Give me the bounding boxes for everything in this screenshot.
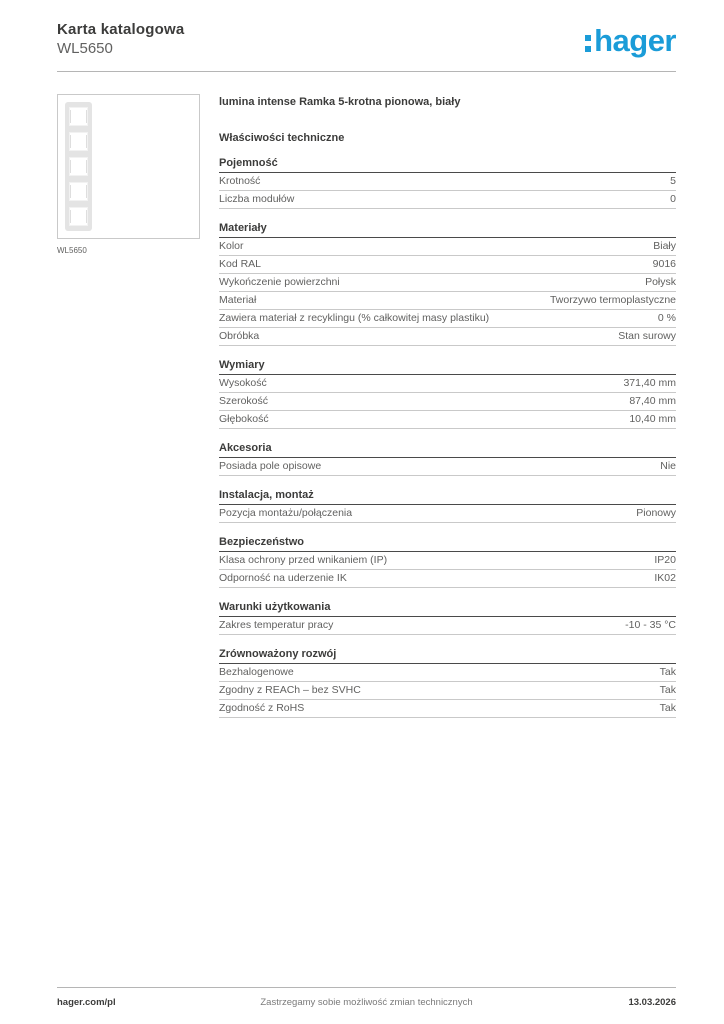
- spec-section: [219, 536, 676, 588]
- row-label: Pozycja montażu/połączenia: [219, 507, 353, 519]
- table-row: [219, 458, 676, 476]
- table-row: [219, 173, 676, 191]
- row-label: Głębokość: [219, 413, 269, 425]
- table-row: [219, 393, 676, 411]
- row-value: Nie: [660, 460, 676, 472]
- spec-section: [219, 442, 676, 476]
- section-title: Instalacja, montaż: [219, 489, 676, 505]
- logo-colon-icon: [585, 35, 591, 52]
- row-label: Szerokość: [219, 395, 269, 407]
- row-value: Biały: [653, 240, 676, 252]
- spec-section: [219, 157, 676, 209]
- section-rows: [219, 617, 676, 635]
- section-title: Bezpieczeństwo: [219, 536, 676, 552]
- frame-opening: [69, 132, 88, 151]
- section-title: Pojemność: [219, 157, 676, 173]
- product-image-column: [57, 94, 200, 718]
- row-value: IP20: [654, 554, 676, 566]
- footer-disclaimer: Zastrzegamy sobie możliwość zmian technicznych: [260, 997, 473, 1008]
- table-row: [219, 682, 676, 700]
- row-label: Materiał: [219, 294, 257, 306]
- table-row: [219, 238, 676, 256]
- header-titles: [57, 21, 184, 58]
- row-label: Posiada pole opisowe: [219, 460, 322, 472]
- row-value: Tak: [659, 684, 676, 696]
- row-label: Klasa ochrony przed wnikaniem (IP): [219, 554, 388, 566]
- row-value: 10,40 mm: [629, 413, 676, 425]
- section-rows: [219, 505, 676, 523]
- spec-section: [219, 359, 676, 429]
- row-value: Połysk: [645, 276, 676, 288]
- section-title: Warunki użytkowania: [219, 601, 676, 617]
- row-label: Bezhalogenowe: [219, 666, 294, 678]
- row-label: Wysokość: [219, 377, 267, 389]
- table-row: [219, 552, 676, 570]
- table-row: [219, 664, 676, 682]
- section-title: Wymiary: [219, 359, 676, 375]
- table-row: [219, 191, 676, 209]
- row-label: Liczba modułów: [219, 193, 295, 205]
- row-value: 371,40 mm: [623, 377, 676, 389]
- frame-opening: [69, 182, 88, 201]
- row-value: Pionowy: [636, 507, 676, 519]
- table-row: [219, 411, 676, 429]
- section-title: Akcesoria: [219, 442, 676, 458]
- row-label: Odporność na uderzenie IK: [219, 572, 347, 584]
- row-label: Kod RAL: [219, 258, 262, 270]
- table-row: [219, 617, 676, 635]
- row-value: IK02: [654, 572, 676, 584]
- section-title: Zrównoważony rozwój: [219, 648, 676, 664]
- table-row: [219, 700, 676, 718]
- section-rows: [219, 375, 676, 429]
- header-divider: [57, 71, 676, 72]
- spec-section: [219, 648, 676, 718]
- page-header: [57, 21, 676, 58]
- hager-logo: [585, 25, 676, 56]
- frame-opening: [69, 107, 88, 126]
- product-title: lumina intense Ramka 5-krotna pionowa, biały: [219, 96, 461, 108]
- spec-section: [219, 222, 676, 346]
- main-content: [57, 94, 676, 718]
- row-value: 5: [670, 175, 676, 187]
- row-label: Zawiera materiał z recyklingu (% całkowitej masy plastiku): [219, 312, 490, 324]
- row-label: Krotność: [219, 175, 261, 187]
- frame-graphic: [65, 102, 92, 231]
- row-value: Stan surowy: [618, 330, 676, 342]
- section-rows: [219, 664, 676, 718]
- spec-section: [219, 601, 676, 635]
- table-row: [219, 375, 676, 393]
- table-row: [219, 505, 676, 523]
- row-value: 87,40 mm: [629, 395, 676, 407]
- row-value: -10 - 35 °C: [625, 619, 676, 631]
- table-row: [219, 256, 676, 274]
- logo-text: hager: [594, 23, 676, 58]
- product-code: WL5650: [57, 40, 113, 57]
- table-row: [219, 570, 676, 588]
- row-value: Tak: [659, 666, 676, 678]
- spec-sections: [219, 157, 676, 718]
- row-label: Zakres temperatur pracy: [219, 619, 334, 631]
- section-rows: [219, 173, 676, 209]
- table-row: [219, 328, 676, 346]
- row-value: 0: [670, 193, 676, 205]
- specs-column: [219, 94, 676, 718]
- frame-opening: [69, 207, 88, 226]
- row-label: Kolor: [219, 240, 244, 252]
- footer-date: 13.03.2026: [628, 997, 676, 1008]
- section-rows: [219, 458, 676, 476]
- table-row: [219, 292, 676, 310]
- table-row: [219, 274, 676, 292]
- frame-opening: [69, 157, 88, 176]
- spec-section: [219, 489, 676, 523]
- section-title: Materiały: [219, 222, 676, 238]
- row-label: Zgodny z REACh – bez SVHC: [219, 684, 361, 696]
- row-value: 9016: [652, 258, 676, 270]
- table-row: [219, 310, 676, 328]
- section-rows: [219, 238, 676, 346]
- row-value: 0 %: [657, 312, 676, 324]
- row-value: Tworzywo termoplastyczne: [549, 294, 676, 306]
- footer-website: hager.com/pl: [57, 997, 116, 1008]
- row-label: Wykończenie powierzchni: [219, 276, 340, 288]
- row-value: Tak: [659, 702, 676, 714]
- row-label: Zgodność z RoHS: [219, 702, 305, 714]
- image-caption: WL5650: [57, 246, 87, 255]
- section-rows: [219, 552, 676, 588]
- product-image: [57, 94, 200, 239]
- page-footer: [57, 987, 676, 1024]
- doc-type-title: Karta katalogowa: [57, 21, 185, 38]
- specs-heading: Właściwości techniczne: [219, 132, 345, 144]
- row-label: Obróbka: [219, 330, 260, 342]
